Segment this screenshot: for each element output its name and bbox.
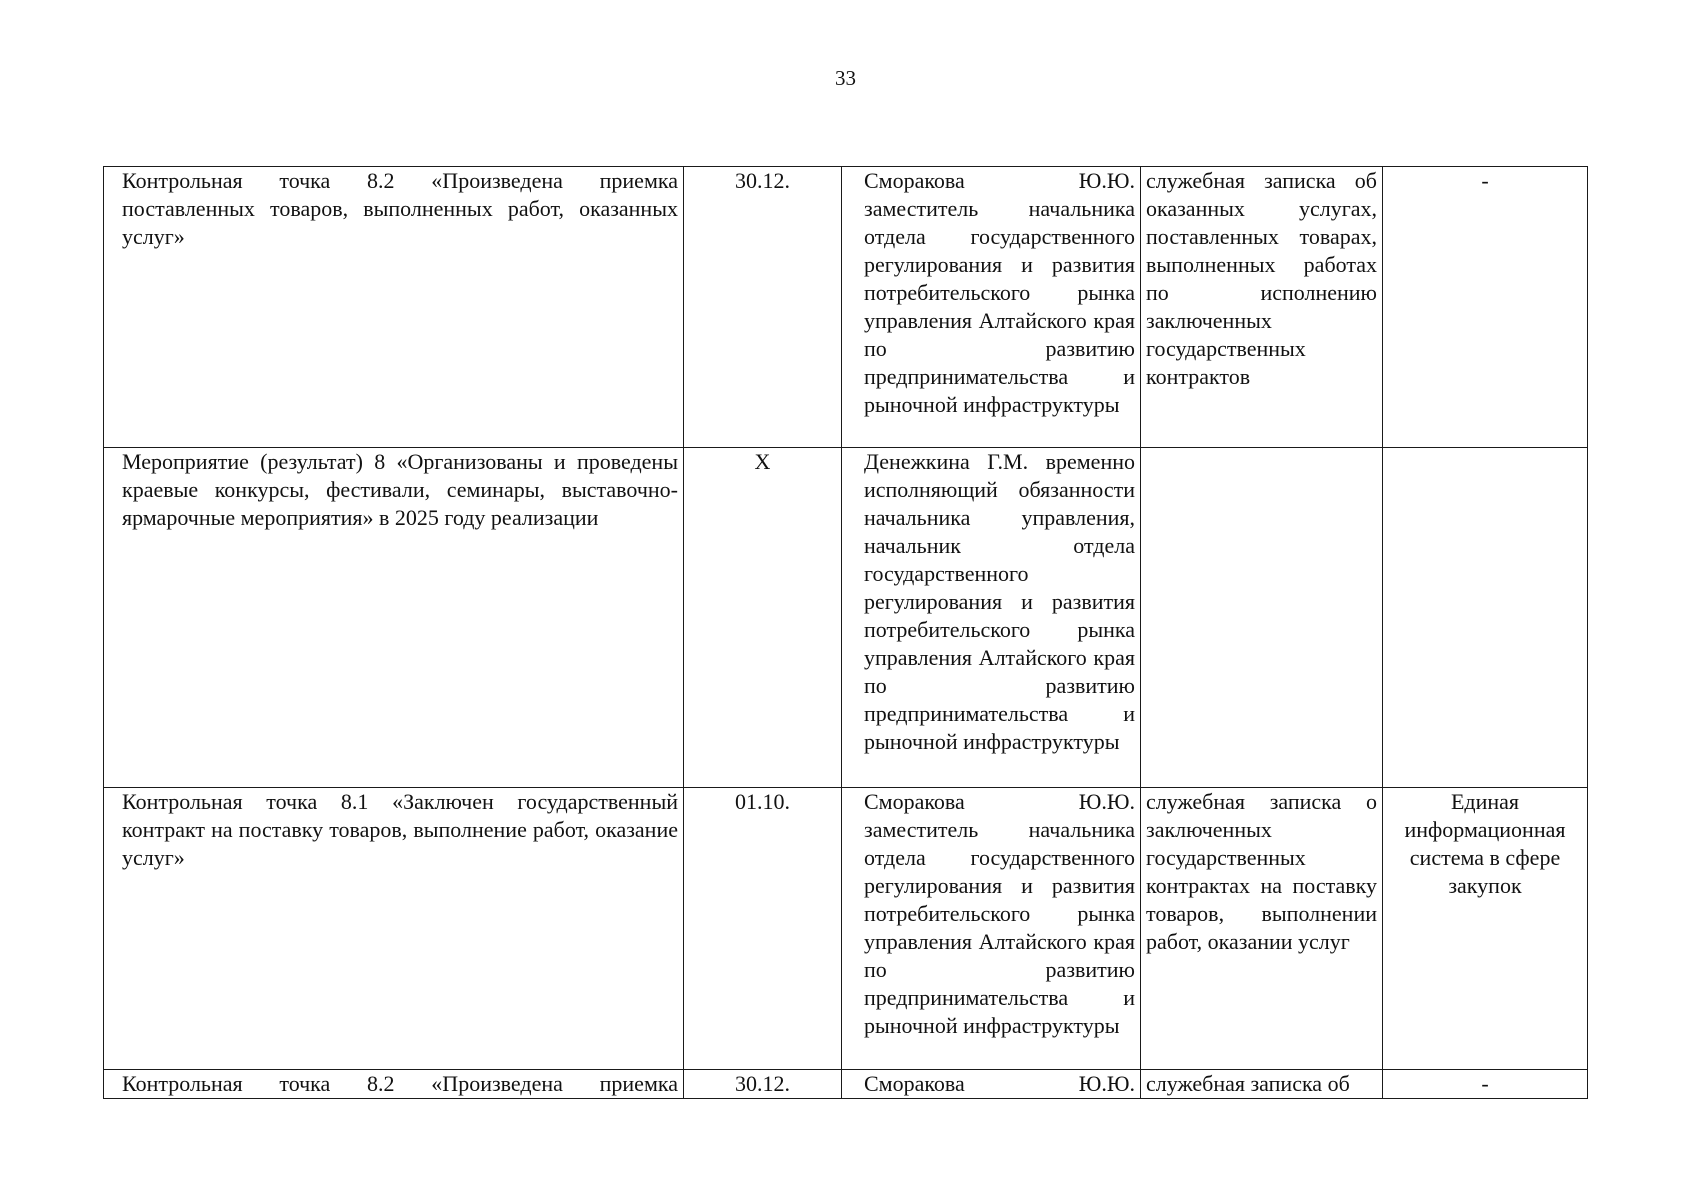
event-name-cell: Контрольная точка 8.2 «Произведена приемка (104, 1070, 684, 1099)
deadline-cell: 01.10. (684, 788, 842, 1070)
responsible-cell: Сморакова Ю.Ю. (842, 1070, 1141, 1099)
document-cell: служебная записка об оказанных услугах, поставленных товарах, выполненных работах по исполнению заключенных государственных контрактов (1141, 167, 1383, 448)
responsible-cell: Сморакова Ю.Ю. заместитель начальника отдела государственного регулирования и развития потребительского рынка управления Алтайского края по развитию предпринимательства и рыночной инфраструктуры (842, 788, 1141, 1070)
deadline-cell: 30.12. (684, 1070, 842, 1099)
info-system-cell: - (1383, 167, 1588, 448)
event-name-cell: Контрольная точка 8.2 «Произведена приемка поставленных товаров, выполненных работ, оказанных услуг» (104, 167, 684, 448)
table-row (104, 167, 1588, 448)
responsible-cell: Денежкина Г.М. временно исполняющий обязанности начальника управления, начальник отдела государственного регулирования и развития потребительского рынка управления Алтайского края по развитию предпринимательства и рыночной инфраструктуры (842, 448, 1141, 788)
document-cell: служебная записка об (1141, 1070, 1383, 1099)
event-name-cell: Мероприятие (результат) 8 «Организованы и проведены краевые конкурсы, фестивали, семинары, выставочно-ярмарочные мероприятия» в 2025 году реализации (104, 448, 684, 788)
table-row (104, 788, 1588, 1070)
event-name-cell: Контрольная точка 8.1 «Заключен государственный контракт на поставку товаров, выполнение работ, оказание услуг» (104, 788, 684, 1070)
info-system-cell: Единая информационная система в сфере закупок (1383, 788, 1588, 1070)
responsible-cell: Сморакова Ю.Ю. заместитель начальника отдела государственного регулирования и развития потребительского рынка управления Алтайского края по развитию предпринимательства и рыночной инфраструктуры (842, 167, 1141, 448)
info-system-cell: - (1383, 1070, 1588, 1099)
table-row (104, 1070, 1588, 1099)
info-system-cell (1383, 448, 1588, 788)
page-number: 33 (835, 66, 856, 90)
plan-table (103, 166, 1588, 1099)
table-row (104, 448, 1588, 788)
deadline-cell: 30.12. (684, 167, 842, 448)
document-cell (1141, 448, 1383, 788)
deadline-cell: X (684, 448, 842, 788)
document-cell: служебная записка о заключенных государственных контрактах на поставку товаров, выполнении работ, оказании услуг (1141, 788, 1383, 1070)
